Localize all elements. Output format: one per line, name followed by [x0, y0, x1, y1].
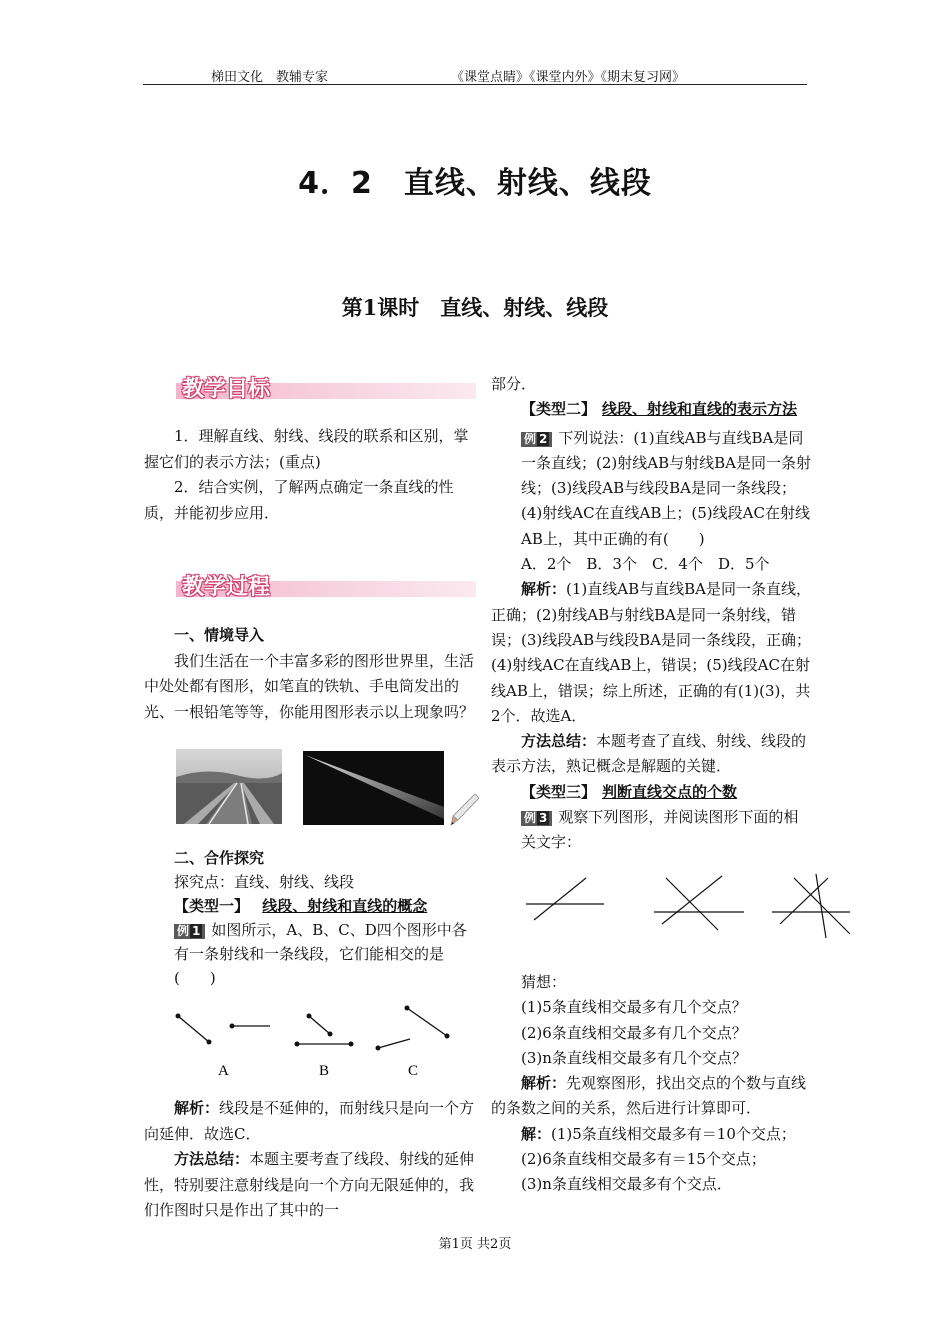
fig-label-b: B [319, 1063, 330, 1079]
intro-text: 我们生活在一个丰富多彩的图形世界里，生活中处处都有图形，如笔直的铁轨、手电筒发出的光、一根铅笔等等，你能用图形表示以上现象吗？ [144, 651, 475, 721]
example1 [144, 918, 478, 990]
goal-1: 1．理解直线、射线、线段的联系和区别，掌握它们的表示方法；(重点) [144, 427, 469, 471]
example1-text: 如图所示，A、B、C、D四个图形中各有一条射线和一条线段，它们能相交的是( ) [174, 921, 467, 987]
type1-tag: 【类型一】 [174, 897, 250, 915]
solution-1: 解：(1)5条直线相交最多有＝10个交点； [521, 1124, 796, 1143]
right-column-bottom [491, 970, 811, 1198]
pencil-drawing [449, 792, 479, 826]
analysis2: 解析：(1)直线AB与直线BA是同一条直线，正确；(2)射线AB与射线BA是同一条射线，错误；(3)线段AB与线段BA是同一条线段，正确；(4)射线AC在直线AB上，错误；(5)线段AC在射线AB上，错误；综上所述，正确的有(1)(3)，共2个．故选A． [491, 580, 811, 725]
analysis1: 解析：线段是不延伸的，而射线只是向一个方向延伸．故选C． [144, 1099, 475, 1143]
banner-teaching-goals: 教学目标 [176, 372, 476, 404]
flashlight-beam-photo [303, 751, 444, 825]
banner-teaching-process: 教学过程 [176, 570, 476, 602]
fig-label-c: C [408, 1063, 419, 1079]
example3: 例 3 观察下列图形，并阅读图形下面的相关文字： [521, 808, 799, 852]
header-right: 《课堂点睛》《课堂内外》《期末复习网》 [451, 70, 686, 85]
header-left: 梯田文化 教辅专家 [211, 70, 329, 85]
goal-2: 2．结合实例，了解两点确定一条直线的性质，并能初步应用． [144, 478, 454, 522]
solution-3: (3)n条直线相交最多有个交点． [521, 1175, 732, 1194]
continued-text: 部分． [491, 375, 537, 393]
intro-block [144, 623, 478, 725]
question-3: (3)n条直线相交最多有几个交点？ [521, 1048, 747, 1067]
example3-badge: 例 3 [521, 811, 552, 826]
section-heading-1: 一、情境导入 [174, 626, 265, 644]
type2-heading: 【类型二】 线段、射线和直线的表示方法 [521, 400, 798, 419]
example1-figure [166, 1000, 466, 1085]
method1: 方法总结：本题主要考查了线段、射线的延伸性，特别要注意射线是向一个方向无限延伸的，我们作图时只是作出了其中的一 [144, 1150, 475, 1219]
page-header [143, 66, 807, 85]
method2: 方法总结：本题考查了直线、射线、线段的表示方法，熟记概念是解题的关键． [491, 732, 807, 776]
example2-options: A．2个 B．3个 C．4个 D．5个 [521, 555, 770, 574]
type3-heading: 【类型三】 判断直线交点的个数 [521, 782, 738, 801]
example3-figure [522, 872, 852, 940]
example2: 例 2 下列说法：(1)直线AB与直线BA是同一条直线；(2)射线AB与射线BA是同一条射线；(3)线段AB与线段BA是同一条线段；(4)射线AC在直线AB上；(5)线段AC在射线AB上，其中正确的有( ) [521, 428, 811, 548]
analysis1-block [144, 1096, 478, 1224]
explore-point: 探究点：直线、射线、线段 [174, 873, 355, 891]
type1-heading [144, 894, 478, 918]
example1-badge: 例 1 [174, 924, 205, 939]
lesson-title: 第1课时 直线、射线、线段 [341, 295, 609, 320]
question-1: (1)5条直线相交最多有几个交点？ [521, 998, 747, 1017]
page-footer: 第1页 共2页 [438, 1237, 512, 1252]
guess-label: 猜想： [521, 973, 567, 991]
section-heading-2: 二、合作探究 [174, 849, 265, 867]
analysis3: 解析：先观察图形，找出交点的个数与直线的条数之间的关系，然后进行计算即可． [491, 1074, 807, 1118]
explore-block [144, 846, 478, 990]
fig-label-a: A [218, 1063, 229, 1079]
railway-photo [176, 749, 282, 824]
main-title: 4．2 直线、射线、线段 [298, 166, 652, 201]
type1-title: 线段、射线和直线的概念 [262, 897, 428, 915]
example2-badge: 例 2 [521, 432, 552, 447]
solution-2: (2)6条直线相交最多有＝15个交点； [521, 1150, 766, 1169]
right-column-top [491, 372, 811, 856]
question-2: (2)6条直线相交最多有几个交点？ [521, 1023, 747, 1042]
goals-block [144, 424, 478, 526]
